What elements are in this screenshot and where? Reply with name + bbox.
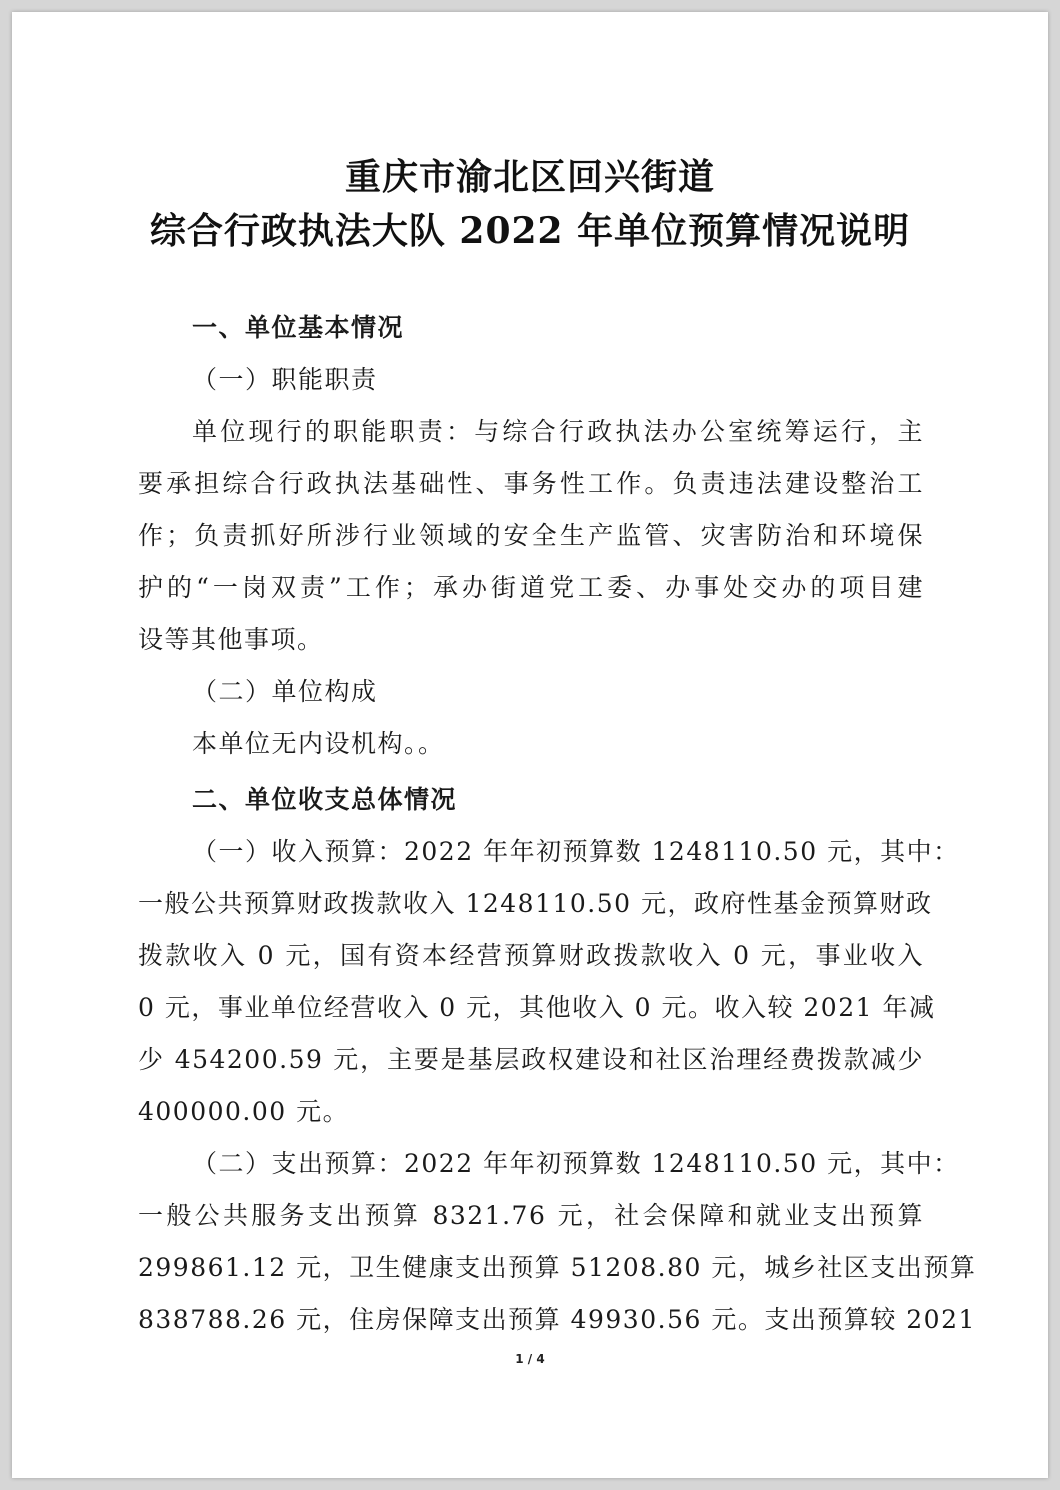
subsection-heading-duties: （一）职能职责 xyxy=(192,365,378,394)
paragraph-line: （一）收入预算：2022 年年初预算数 1248110.50 元，其中： xyxy=(192,837,960,866)
paragraph-line: 拨款收入 0 元，国有资本经营预算财政拨款收入 0 元，事业收入 xyxy=(138,941,924,970)
paragraph-line: 400000.00 元。 xyxy=(138,1097,350,1126)
paragraph-line: 少 454200.59 元，主要是基层政权建设和社区治理经费拨款减少 xyxy=(138,1045,924,1074)
document-title-line1: 重庆市渝北区回兴街道 xyxy=(344,156,715,198)
paragraph-line: 一般公共服务支出预算 8321.76 元，社会保障和就业支出预算 xyxy=(138,1201,924,1230)
document-page xyxy=(12,12,1048,1478)
paragraph-line: 本单位无内设机构。。 xyxy=(192,729,445,758)
paragraph-line: 作；负责抓好所涉行业领域的安全生产监管、灾害防治和环境保 xyxy=(138,521,924,550)
paragraph-line: 299861.12 元，卫生健康支出预算 51208.80 元，城乡社区支出预算 xyxy=(138,1253,977,1282)
paragraph-line: 要承担综合行政执法基础性、事务性工作。负责违法建设整治工 xyxy=(138,469,924,498)
section-heading-1: 一、单位基本情况 xyxy=(192,313,405,342)
paragraph-line: 单位现行的职能职责：与综合行政执法办公室统筹运行，主 xyxy=(192,417,924,446)
subsection-heading-structure: （二）单位构成 xyxy=(192,677,378,706)
document-title-line2: 综合行政执法大队 2022 年单位预算情况说明 xyxy=(149,210,911,252)
paragraph-line: 一般公共预算财政拨款收入 1248110.50 元，政府性基金预算财政 xyxy=(138,889,933,918)
page-number: 1 / 4 xyxy=(515,1352,545,1366)
paragraph-line: 0 元，事业单位经营收入 0 元，其他收入 0 元。收入较 2021 年减 xyxy=(138,993,936,1022)
section-heading-2: 二、单位收支总体情况 xyxy=(192,785,458,814)
paragraph-line: 838788.26 元，住房保障支出预算 49930.56 元。支出预算较 2021 xyxy=(138,1305,976,1334)
paragraph-line: （二）支出预算：2022 年年初预算数 1248110.50 元，其中： xyxy=(192,1149,960,1178)
paragraph-line: 护的“一岗双责”工作；承办街道党工委、办事处交办的项目建 xyxy=(138,573,924,602)
paragraph-line: 设等其他事项。 xyxy=(138,625,324,654)
